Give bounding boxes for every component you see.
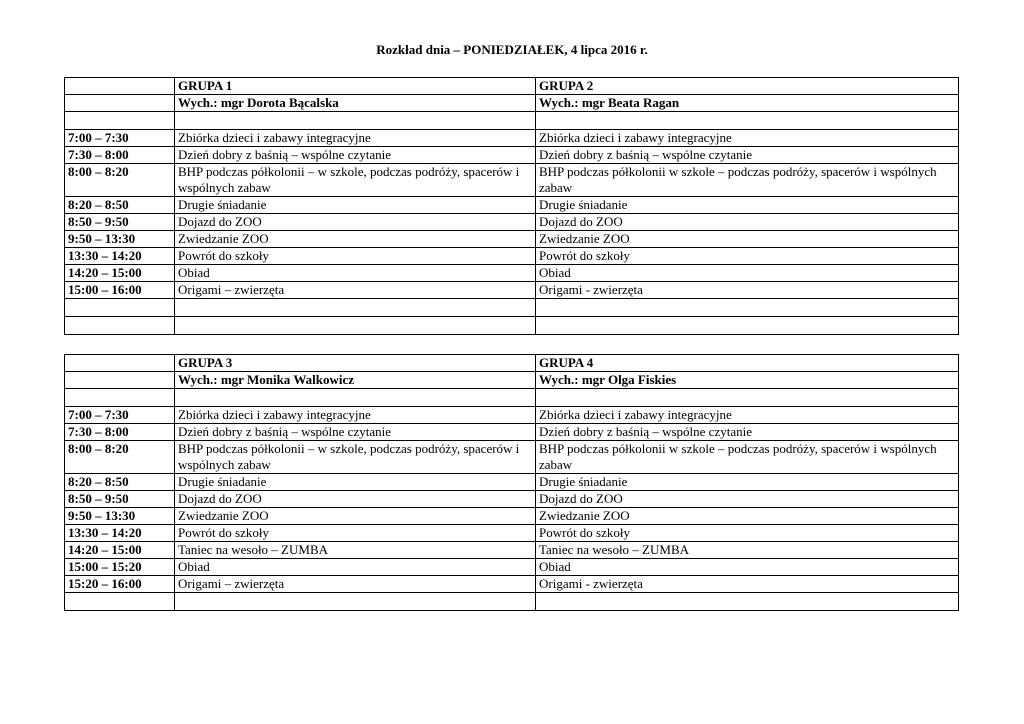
- table-row: [65, 164, 959, 197]
- empty-cell: [175, 299, 536, 317]
- empty-cell: [65, 317, 175, 335]
- activity-cell: BHP podczas półkolonii w szkole – podczas podróży, spacerów i wspólnych zabaw: [536, 441, 959, 474]
- activity-cell: Dzień dobry z baśnią – wspólne czytanie: [175, 424, 536, 441]
- time-slot: 14:20 – 15:00: [65, 542, 175, 559]
- group-label: GRUPA 4: [536, 355, 959, 372]
- table-row: [65, 282, 959, 299]
- activity-cell: Zbiórka dzieci i zabawy integracyjne: [536, 407, 959, 424]
- activity-cell: Drugie śniadanie: [175, 474, 536, 491]
- time-slot: 8:50 – 9:50: [65, 214, 175, 231]
- empty-cell: [175, 389, 536, 407]
- group-label: GRUPA 3: [175, 355, 536, 372]
- activity-cell: Powrót do szkoły: [175, 525, 536, 542]
- empty-cell: [536, 593, 959, 611]
- time-slot: 14:20 – 15:00: [65, 265, 175, 282]
- time-slot: 9:50 – 13:30: [65, 508, 175, 525]
- activity-cell: Zbiórka dzieci i zabawy integracyjne: [175, 130, 536, 147]
- table-row: [65, 197, 959, 214]
- empty-cell: [65, 95, 175, 112]
- table-row: [65, 147, 959, 164]
- table-row: [65, 424, 959, 441]
- teacher-row: [65, 372, 959, 389]
- activity-cell: Drugie śniadanie: [175, 197, 536, 214]
- teacher-label: Wych.: mgr Monika Walkowicz: [175, 372, 536, 389]
- table-row: [65, 130, 959, 147]
- table-row: [65, 441, 959, 474]
- time-slot: 7:00 – 7:30: [65, 130, 175, 147]
- time-slot: 8:20 – 8:50: [65, 197, 175, 214]
- empty-cell: [536, 389, 959, 407]
- time-slot: 15:20 – 16:00: [65, 576, 175, 593]
- activity-cell: Zbiórka dzieci i zabawy integracyjne: [175, 407, 536, 424]
- activity-cell: Dzień dobry z baśnią – wspólne czytanie: [175, 147, 536, 164]
- group-header-row: [65, 355, 959, 372]
- activity-cell: Dojazd do ZOO: [175, 491, 536, 508]
- time-slot: 13:30 – 14:20: [65, 248, 175, 265]
- table-row: [65, 491, 959, 508]
- activity-cell: Taniec na wesoło – ZUMBA: [536, 542, 959, 559]
- empty-cell: [536, 299, 959, 317]
- activity-cell: Dzień dobry z baśnią – wspólne czytanie: [536, 424, 959, 441]
- activity-cell: BHP podczas półkolonii – w szkole, podczas podróży, spacerów i wspólnych zabaw: [175, 164, 536, 197]
- table-row: [65, 542, 959, 559]
- empty-cell: [536, 112, 959, 130]
- empty-cell: [65, 372, 175, 389]
- activity-cell: Zwiedzanie ZOO: [536, 231, 959, 248]
- table-row: [65, 508, 959, 525]
- activity-cell: Obiad: [536, 265, 959, 282]
- empty-cell: [65, 389, 175, 407]
- schedule-table-groups-1-2: [64, 77, 959, 335]
- activity-cell: Origami - zwierzęta: [536, 576, 959, 593]
- teacher-label: Wych.: mgr Dorota Bącalska: [175, 95, 536, 112]
- table-row: [65, 214, 959, 231]
- activity-cell: Drugie śniadanie: [536, 474, 959, 491]
- time-slot: 9:50 – 13:30: [65, 231, 175, 248]
- table-row: [65, 525, 959, 542]
- empty-cell: [65, 78, 175, 95]
- time-slot: 13:30 – 14:20: [65, 525, 175, 542]
- time-slot: 15:00 – 16:00: [65, 282, 175, 299]
- empty-cell: [175, 593, 536, 611]
- table-row: [65, 265, 959, 282]
- activity-cell: Obiad: [175, 265, 536, 282]
- time-slot: 15:00 – 15:20: [65, 559, 175, 576]
- empty-cell: [65, 299, 175, 317]
- activity-cell: Taniec na wesoło – ZUMBA: [175, 542, 536, 559]
- group-label: GRUPA 1: [175, 78, 536, 95]
- teacher-row: [65, 95, 959, 112]
- activity-cell: Zbiórka dzieci i zabawy integracyjne: [536, 130, 959, 147]
- schedule-body: [65, 355, 959, 611]
- table-row: [65, 407, 959, 424]
- empty-cell: [175, 317, 536, 335]
- activity-cell: Obiad: [175, 559, 536, 576]
- teacher-label: Wych.: mgr Olga Fiskies: [536, 372, 959, 389]
- group-header-row: [65, 78, 959, 95]
- activity-cell: Dojazd do ZOO: [175, 214, 536, 231]
- schedule-body: [65, 78, 959, 335]
- group-label: GRUPA 2: [536, 78, 959, 95]
- empty-cell: [65, 355, 175, 372]
- teacher-label: Wych.: mgr Beata Ragan: [536, 95, 959, 112]
- activity-cell: Powrót do szkoły: [536, 525, 959, 542]
- empty-cell: [536, 317, 959, 335]
- activity-cell: Drugie śniadanie: [536, 197, 959, 214]
- time-slot: 7:30 – 8:00: [65, 147, 175, 164]
- activity-cell: Zwiedzanie ZOO: [175, 231, 536, 248]
- time-slot: 7:30 – 8:00: [65, 424, 175, 441]
- time-slot: 8:20 – 8:50: [65, 474, 175, 491]
- activity-cell: Powrót do szkoły: [175, 248, 536, 265]
- activity-cell: Origami – zwierzęta: [175, 282, 536, 299]
- activity-cell: Dojazd do ZOO: [536, 491, 959, 508]
- activity-cell: Dzień dobry z baśnią – wspólne czytanie: [536, 147, 959, 164]
- table-row: [65, 231, 959, 248]
- schedule-table-groups-3-4: [64, 354, 959, 611]
- table-row: [65, 576, 959, 593]
- empty-row: [65, 299, 959, 317]
- activity-cell: BHP podczas półkolonii – w szkole, podczas podróży, spacerów i wspólnych zabaw: [175, 441, 536, 474]
- time-slot: 8:50 – 9:50: [65, 491, 175, 508]
- empty-row: [65, 389, 959, 407]
- empty-row: [65, 112, 959, 130]
- empty-cell: [65, 593, 175, 611]
- table-row: [65, 474, 959, 491]
- time-slot: 8:00 – 8:20: [65, 441, 175, 474]
- empty-row: [65, 593, 959, 611]
- activity-cell: Powrót do szkoły: [536, 248, 959, 265]
- table-row: [65, 248, 959, 265]
- table-row: [65, 559, 959, 576]
- activity-cell: Zwiedzanie ZOO: [536, 508, 959, 525]
- empty-cell: [65, 112, 175, 130]
- activity-cell: Obiad: [536, 559, 959, 576]
- document-title: Rozkład dnia – PONIEDZIAŁEK, 4 lipca 2016 r.: [376, 42, 648, 57]
- time-slot: 7:00 – 7:30: [65, 407, 175, 424]
- activity-cell: BHP podczas półkolonii w szkole – podczas podróży, spacerów i wspólnych zabaw: [536, 164, 959, 197]
- activity-cell: Origami – zwierzęta: [175, 576, 536, 593]
- activity-cell: Dojazd do ZOO: [536, 214, 959, 231]
- empty-cell: [175, 112, 536, 130]
- time-slot: 8:00 – 8:20: [65, 164, 175, 197]
- empty-row: [65, 317, 959, 335]
- activity-cell: Origami - zwierzęta: [536, 282, 959, 299]
- activity-cell: Zwiedzanie ZOO: [175, 508, 536, 525]
